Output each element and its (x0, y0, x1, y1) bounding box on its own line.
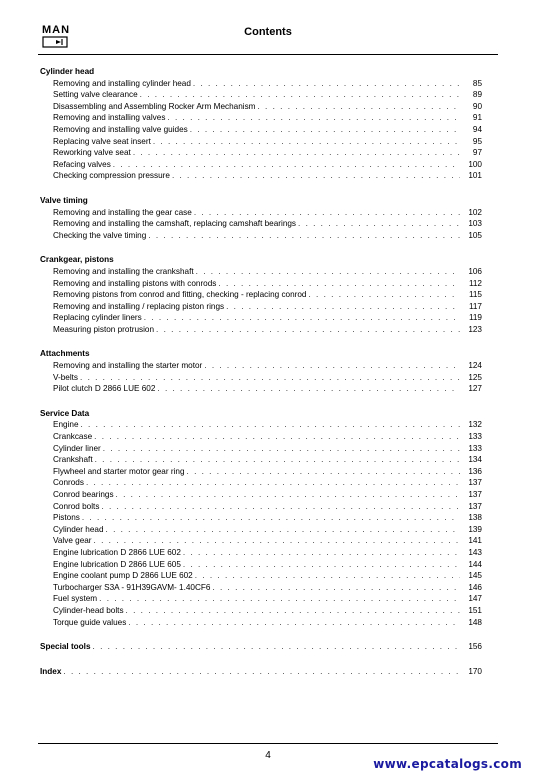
toc-entry[interactable] (40, 547, 482, 559)
dot-leader (181, 547, 460, 559)
toc-entry-label: Disassembling and Assembling Rocker Arm Mechanism (53, 101, 256, 111)
toc-section (40, 666, 482, 678)
toc-entry[interactable] (40, 266, 482, 278)
dot-leader (193, 570, 460, 582)
dot-leader (99, 501, 460, 513)
toc-entry[interactable] (40, 101, 482, 113)
toc-entry-label: Conrod bearings (53, 490, 114, 499)
dot-leader (93, 454, 460, 466)
toc-entry[interactable] (40, 383, 482, 395)
toc-entry[interactable] (40, 419, 482, 431)
toc-entry-page: 97 (472, 148, 482, 158)
dot-leader (181, 559, 460, 571)
toc-entry-label: Engine lubrication D 2866 LUE 605 (53, 559, 181, 569)
toc-entry-page: 139 (468, 524, 482, 534)
toc-entry-label: Valve gear (53, 536, 92, 546)
toc-entry-page: 101 (468, 171, 482, 181)
toc-entry-label: Removing and installing valves (53, 113, 166, 123)
toc-entry[interactable] (40, 360, 482, 372)
toc-entry-label: Removing pistons from conrod and fitting, checking - replacing conrod (53, 290, 307, 300)
toc-entry-label: Engine coolant pump D 2866 LUE 602 (53, 571, 193, 581)
toc-entry-label: Removing and installing pistons with conrods (53, 278, 217, 288)
toc-entry[interactable] (40, 454, 482, 466)
dot-leader (194, 266, 460, 278)
toc-entry-label: Conrods (53, 478, 84, 488)
toc-entry-page: 134 (468, 455, 482, 465)
section-title: Crankgear, pistons (40, 255, 114, 265)
toc-entry[interactable] (40, 170, 482, 182)
toc-entry-page: 137 (468, 501, 482, 511)
toc-entry-page: 137 (468, 490, 482, 499)
toc-entry-label: Replacing valve seat insert (53, 136, 151, 146)
dot-leader (97, 593, 460, 605)
toc-entry[interactable] (40, 524, 482, 536)
toc-entry-page: 123 (468, 324, 482, 334)
toc-entry[interactable] (40, 324, 482, 336)
toc-entry-page: 125 (468, 372, 482, 382)
toc-entry[interactable] (40, 477, 482, 489)
toc-entry-label: Conrod bolts (53, 501, 100, 511)
dot-leader (146, 230, 460, 242)
toc-entry-page: 89 (472, 90, 482, 100)
toc-entry-label: Measuring piston protrusion (53, 324, 155, 334)
toc-section (40, 66, 482, 182)
toc-entry-label: Fuel system (53, 594, 98, 604)
dot-leader (138, 89, 460, 101)
toc-entry-label: Setting valve clearance (53, 90, 138, 100)
dot-leader (307, 289, 461, 301)
toc-entry-label: Cylinder liner (53, 443, 101, 453)
toc-entry-label: Cylinder head (53, 524, 104, 534)
dot-leader (185, 466, 460, 478)
dot-leader (78, 372, 460, 384)
section-title: Service Data (40, 408, 90, 418)
toc-entry-page: 141 (468, 536, 482, 546)
toc-entry[interactable] (40, 136, 482, 148)
section-title: Attachments (40, 349, 90, 359)
page-number: 4 (265, 750, 271, 761)
dot-leader (114, 489, 460, 501)
toc-entry-page: 119 (468, 313, 482, 323)
toc-entry[interactable] (40, 78, 482, 90)
toc-entry-label: Torque guide values (53, 617, 127, 627)
dot-leader (216, 278, 460, 290)
toc-section (40, 408, 482, 628)
toc-entry[interactable] (40, 559, 482, 571)
toc-entry-label: V-belts (53, 372, 79, 382)
toc-entry-page: 143 (468, 547, 482, 557)
dot-leader (188, 124, 460, 136)
toc-entry-page: 102 (468, 207, 482, 217)
toc-entry-page: 147 (468, 594, 482, 604)
toc-entry-page: 91 (472, 113, 482, 123)
toc-entry-label: Removing and installing the gear case (53, 207, 192, 217)
toc-entry[interactable] (40, 89, 482, 101)
toc-entry-page: 115 (468, 290, 482, 300)
footer-divider (38, 743, 498, 744)
toc-entry-page: 94 (472, 124, 482, 134)
toc-entry-label: Crankshaft (53, 455, 93, 465)
toc-entry-page: 103 (468, 219, 482, 229)
dot-leader (170, 170, 460, 182)
toc-entry[interactable] (40, 278, 482, 290)
toc-entry-page: 112 (468, 278, 482, 288)
toc-main-entry[interactable] (40, 641, 482, 653)
toc-entry[interactable] (40, 605, 482, 617)
dot-leader (126, 617, 460, 629)
toc-entry[interactable] (40, 207, 482, 219)
toc-entry-page: 100 (468, 159, 482, 169)
toc-entry-page: 105 (468, 230, 482, 240)
toc-entry-page: 137 (468, 478, 482, 488)
toc-section (40, 641, 482, 653)
toc-entry-page: 132 (468, 420, 482, 430)
dot-leader (191, 78, 460, 90)
dot-leader (124, 605, 460, 617)
dot-leader (131, 147, 460, 159)
dot-leader (104, 524, 460, 536)
toc-entry-label: Refacing valves (53, 159, 111, 169)
dot-leader (210, 582, 460, 594)
toc-section (40, 254, 482, 335)
toc-section (40, 195, 482, 241)
dot-leader (92, 431, 460, 443)
toc-entry-page: 133 (468, 443, 482, 453)
toc-entry-page: 138 (468, 513, 482, 523)
toc-entry-label: Removing and installing the starter motor (53, 361, 203, 371)
dot-leader (92, 535, 460, 547)
watermark: www.epcatalogs.com (373, 757, 522, 771)
toc-entry-page: 151 (468, 605, 482, 615)
dot-leader (101, 443, 460, 455)
toc-entry-page: 156 (468, 642, 482, 652)
toc-entry[interactable] (40, 159, 482, 171)
dot-leader (111, 159, 460, 171)
toc-entry-label: Turbocharger S3A - 91H39GAVM- 1.40CF6 (53, 582, 211, 592)
toc-entry[interactable] (40, 124, 482, 136)
toc-entry-label: Pistons (53, 513, 80, 523)
toc-entry[interactable] (40, 593, 482, 605)
toc-entry[interactable] (40, 582, 482, 594)
toc-entry[interactable] (40, 301, 482, 313)
toc-entry-page: 127 (468, 384, 482, 394)
toc-entry[interactable] (40, 289, 482, 301)
toc-entry[interactable] (40, 372, 482, 384)
toc-entry-label: Checking compression pressure (53, 171, 170, 181)
dot-leader (80, 512, 460, 524)
dot-leader (165, 112, 460, 124)
dot-leader (202, 360, 460, 372)
toc-entry-page: 117 (468, 301, 482, 311)
toc-entry-page: 85 (472, 78, 482, 88)
dot-leader (155, 383, 460, 395)
dot-leader (142, 312, 460, 324)
toc-entry-label: Special tools (40, 642, 91, 652)
toc-entry[interactable] (40, 501, 482, 513)
toc-entry-page: 148 (468, 617, 482, 627)
dot-leader (84, 477, 460, 489)
dot-leader (296, 218, 460, 230)
toc-entry-label: Removing and installing cylinder head (53, 78, 191, 88)
toc-entry[interactable] (40, 230, 482, 242)
page-title: Contents (244, 26, 292, 38)
toc-entry-page: 106 (468, 266, 482, 276)
toc-entry[interactable] (40, 431, 482, 443)
toc-entry-label: Engine lubrication D 2866 LUE 602 (53, 547, 181, 557)
toc-entry-label: Cylinder-head bolts (53, 605, 124, 615)
toc-entry-label: Checking the valve timing (53, 230, 147, 240)
toc-entry-label: Pilot clutch D 2866 LUE 602 (53, 384, 156, 394)
dot-leader (61, 666, 460, 678)
toc-entry-page: 124 (468, 361, 482, 371)
toc-entry-page: 95 (472, 136, 482, 146)
toc-entry[interactable] (40, 147, 482, 159)
dot-leader (256, 101, 461, 113)
toc-entry-page: 144 (468, 559, 482, 569)
toc-entry[interactable] (40, 570, 482, 582)
dot-leader (224, 301, 460, 313)
toc-entry-page: 146 (468, 582, 482, 592)
toc-entry-label: Index (40, 666, 62, 676)
toc-entry[interactable] (40, 617, 482, 629)
toc-entry-label: Replacing cylinder liners (53, 313, 142, 323)
toc-entry-page: 136 (468, 466, 482, 476)
dot-leader (79, 419, 461, 431)
toc-entry-label: Engine (53, 420, 79, 430)
dot-leader (151, 136, 460, 148)
toc-entry[interactable] (40, 535, 482, 547)
header-divider (38, 54, 498, 55)
toc-entry[interactable] (40, 443, 482, 455)
toc-entry-label: Flywheel and starter motor gear ring (53, 466, 185, 476)
toc-entry-page: 90 (472, 101, 482, 111)
toc-entry[interactable] (40, 218, 482, 230)
toc-entry-page: 145 (468, 571, 482, 581)
toc-entry-label: Removing and installing the crankshaft (53, 266, 194, 276)
section-title: Valve timing (40, 195, 88, 205)
toc-entry-label: Removing and installing the camshaft, replacing camshaft bearings (53, 219, 297, 229)
table-of-contents (40, 66, 482, 690)
toc-entry[interactable] (40, 312, 482, 324)
dot-leader (154, 324, 460, 336)
dot-leader (91, 641, 460, 653)
toc-entry-label: Crankcase (53, 432, 93, 442)
toc-section (40, 348, 482, 394)
dot-leader (192, 207, 460, 219)
toc-entry-label: Reworking valve seat (53, 148, 131, 158)
toc-entry[interactable] (40, 489, 482, 501)
toc-entry[interactable] (40, 466, 482, 478)
toc-entry[interactable] (40, 112, 482, 124)
section-title: Cylinder head (40, 67, 95, 76)
toc-entry-label: Removing and installing valve guides (53, 124, 188, 134)
toc-entry-page: 170 (468, 666, 482, 676)
logo-text: MAN (42, 24, 71, 36)
toc-main-entry[interactable] (40, 666, 482, 678)
toc-entry-page: 133 (468, 432, 482, 442)
toc-entry-label: Removing and installing / replacing piston rings (53, 301, 225, 311)
toc-entry[interactable] (40, 512, 482, 524)
